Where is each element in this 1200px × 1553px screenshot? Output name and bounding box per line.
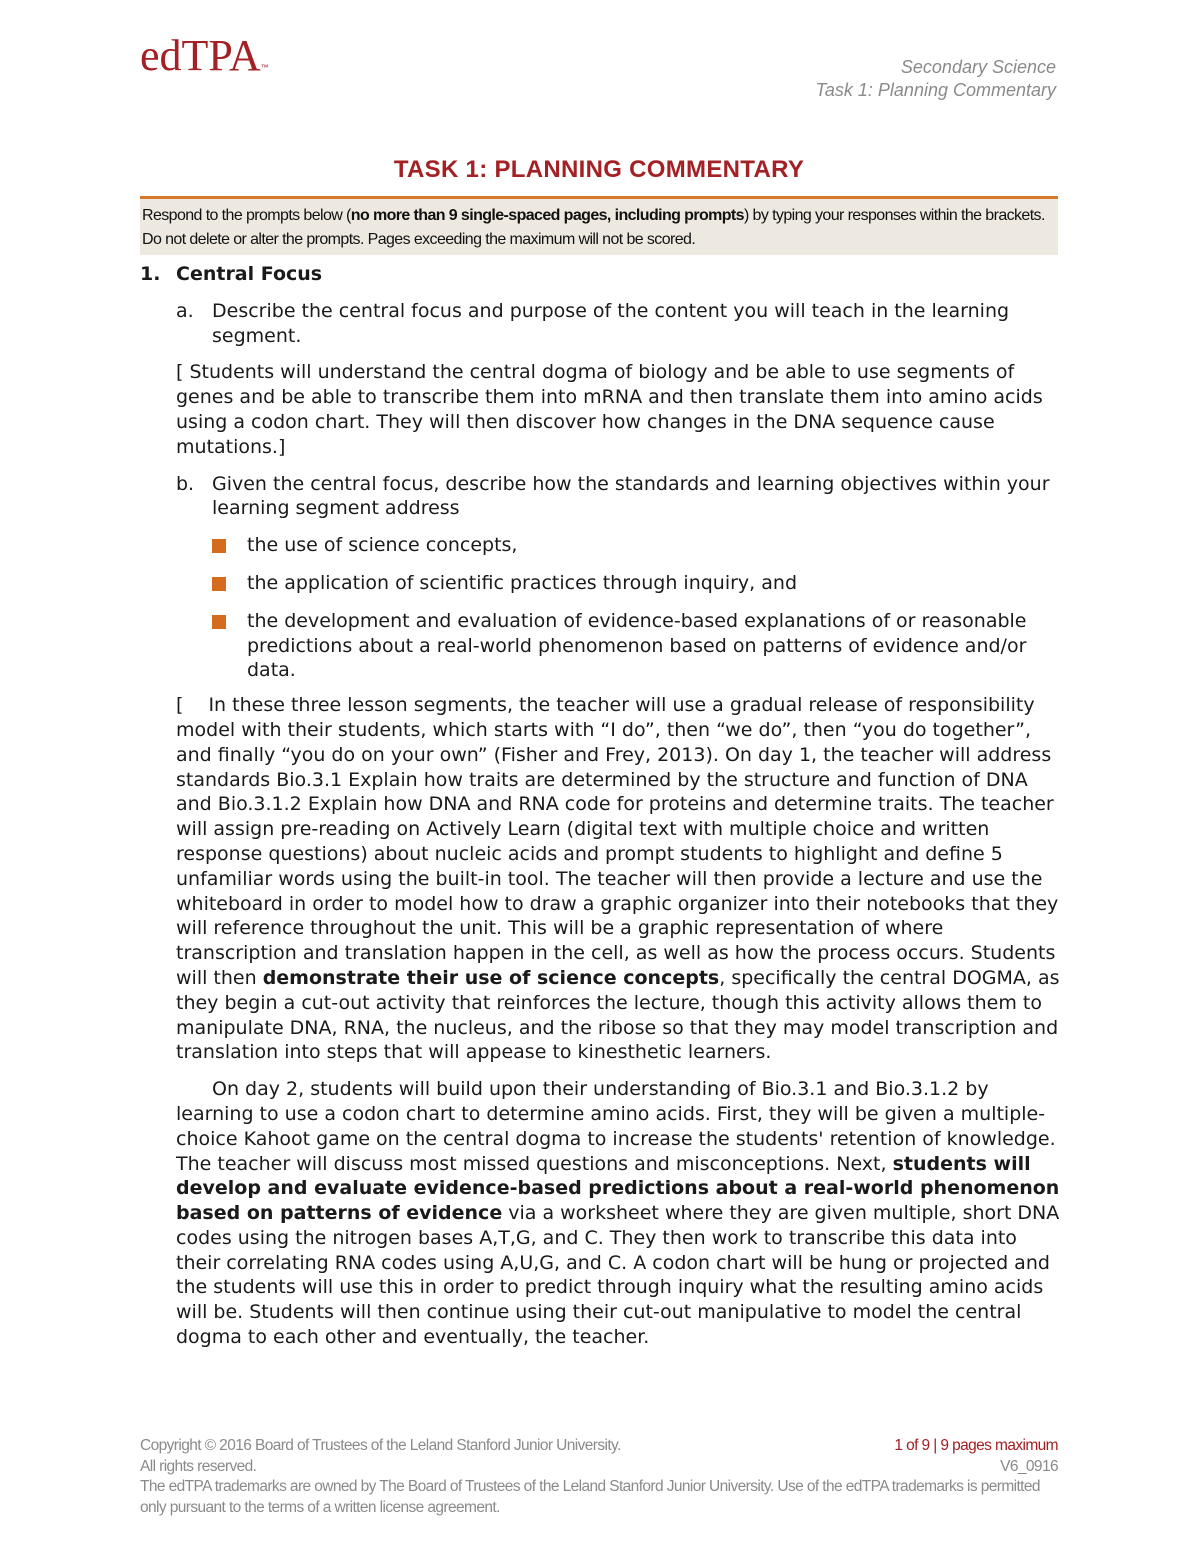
response-b-p1-text: [ In these three lesson segments, the teacher will use a gradual release of responsibility model with their students, which starts with “I do”, then “we do”, then “you do together”, and finally “you do on your own” (Fisher and Frey, 2013). On day 1, the teacher will address standards Bio.3.1 Explain how traits are determined by the structure and function of DNA and Bio.3.1.2 Explain how DNA and RNA code for proteins and determine traits. The teacher will assign pre-reading on Actively Learn (digital text with multiple choice and written response questions) about nucleic acids and prompt students to highlight and define 5 unfamiliar words using the built-in tool. The teacher will then provide a lecture and use the whiteboard in order to model how to draw a graphic organizer into their notebooks that they will reference throughout the unit. This will be a graphic representation of where transcription and translation happen in the cell, as well as how the process occurs. Students will then: [176, 694, 1059, 989]
instructions-box: [140, 196, 1058, 255]
header-subject: Secondary Science: [900, 57, 1056, 77]
instructions-bold: no more than 9 single-spaced pages, including prompts: [350, 207, 744, 224]
footer-version: V6_0916: [1000, 1457, 1058, 1475]
prompt-b: [176, 472, 1060, 522]
footer-copyright: Copyright © 2016 Board of Trustees of the Leland Stanford Junior University.: [140, 1437, 621, 1454]
prompt-a: [176, 299, 1060, 349]
footer-rights: All rights reserved.: [140, 1457, 257, 1475]
prompt-b-bullets: [212, 533, 1060, 683]
prompt-a-text: Describe the central focus and purpose of the content you will teach in the learning segment.: [212, 299, 1010, 347]
instructions-text-1: Respond to the prompts below (: [142, 207, 351, 224]
page-title: TASK 1: PLANNING COMMENTARY: [393, 156, 805, 183]
bullet-text: the development and evaluation of evidence-based explanations of or reasonable predictions about a real-world phenomenon based on patterns of evidence and/or data.: [247, 609, 1027, 682]
edtpa-logo: [140, 31, 269, 80]
prompt-b-letter: b.: [176, 472, 195, 495]
response-b-p2-text-end: via a worksheet where they are given multiple, short DNA codes using the nitrogen bases A,T,G, and C. They then work to transcribe this data into their correlating RNA codes using A,U,G, and C. A codon chart will be hung or projected and the students will use this in order to predict through inquiry what the resulting amino acids will be. Students will then continue using their cut-out manipulative to model the central dogma to each other and eventually, the teacher.: [176, 1202, 1060, 1349]
response-b-p2-bold: students will develop and evaluate evidence-based predictions about a real-world phenomenon based on patterns of evidence: [176, 1152, 1060, 1225]
bullet-text: the use of science concepts,: [247, 534, 518, 557]
section-heading: [140, 262, 1060, 287]
response-b-p2-text: On day 2, students will build upon their understanding of Bio.3.1 and Bio.3.1.2 by learning to use a codon chart to determine amino acids. First, they will be given a multiple-choice Kahoot game on the central dogma to increase the students' retention of knowledge. The teacher will discuss most missed questions and misconceptions. Next,: [176, 1078, 1056, 1175]
footer-row-2: [140, 1457, 1058, 1478]
footer-trademark: The edTPA trademarks are owned by The Board of Trustees of the Leland Stanford Junior University. Use of the edTPA trademarks is permitted only pursuant to the terms of a written license agreement.: [140, 1478, 1040, 1516]
bullet-item: [212, 533, 1060, 558]
bullet-text: the application of scientific practices through inquiry, and: [247, 571, 797, 594]
logo-text: edTPA: [140, 31, 261, 80]
header-task: Task 1: Planning Commentary: [815, 80, 1056, 100]
logo-trademark: ™: [260, 63, 269, 72]
prompt-a-letter: a.: [176, 299, 194, 322]
square-bullet-icon: [212, 615, 226, 629]
page-footer: [140, 1436, 1058, 1518]
section-number: 1.: [140, 263, 161, 285]
prompt-b-text: Given the central focus, describe how the standards and learning objectives within your learning segment address: [212, 472, 1050, 520]
response-b-paragraph-1[interactable]: [176, 693, 1060, 1065]
response-b-p1-text-end: , specifically the central DOGMA, as they begin a cut-out activity that reinforces the lecture, though this activity allows them to manipulate DNA, RNA, the nucleus, and the ribose so that they may model transcription and translation into steps that will appease to kinesthetic learners.: [176, 966, 1060, 1064]
running-header: [816, 56, 1056, 102]
footer-row-1: [140, 1436, 1058, 1457]
response-b-p1-bold: demonstrate their use of science concepts: [262, 966, 720, 989]
response-a[interactable]: [ Students will understand the central dogma of biology and be able to use segments of genes and be able to transcribe them into mRNA and then translate them into amino acids using a codon chart. They will then discover how changes in the DNA sequence cause mutations.]: [176, 361, 1043, 458]
square-bullet-icon: [212, 539, 226, 553]
bullet-item: [212, 609, 1060, 683]
section-title: Central Focus: [176, 263, 323, 285]
square-bullet-icon: [212, 577, 226, 591]
footer-page-info: 1 of 9 | 9 pages maximum: [894, 1437, 1058, 1454]
bullet-item: [212, 571, 1060, 596]
response-b-paragraph-2[interactable]: [176, 1077, 1060, 1350]
instructions-text-2: ) by typing your responses within the brackets. Do not delete or alter the prompts. Pages exceeding the maximum will not be scored.: [142, 207, 1045, 248]
commentary-body: [140, 262, 1060, 1350]
